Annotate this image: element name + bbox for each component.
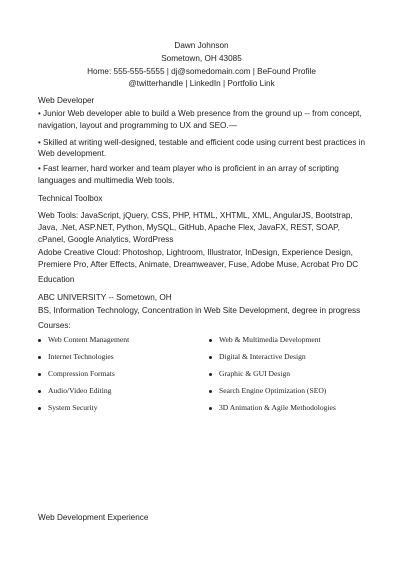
toolbox-line: Premiere Pro, After Effects, Animate, Dreamweaver, Fuse, Adobe Muse, Acrobat Pro DC — [38, 260, 359, 269]
candidate-location: Sometown, OH 43085 — [161, 54, 242, 63]
candidate-name: Dawn Johnson — [174, 41, 229, 50]
bullet-icon: • — [38, 109, 41, 118]
bullet-icon — [38, 373, 41, 376]
school-line: ABC UNIVERSITY -- Sometown, OH — [38, 293, 172, 302]
toolbox-line: Adobe Creative Cloud: Photoshop, Lightroom, Illustrator, InDesign, Experience Design, — [38, 248, 353, 257]
bullet-icon — [209, 373, 212, 376]
bullet-icon — [209, 407, 212, 410]
social-line: @twitterhandle | LinkedIn | Portfolio Link — [128, 79, 275, 88]
bullet-icon: • — [38, 164, 41, 173]
summary-bullet-1-line-2: navigation, layout and programming to UX and SEO.— — [38, 121, 237, 130]
toolbox-title: Technical Toolbox — [38, 194, 103, 203]
summary-bullet-1-line-1: Junior Web developer able to build a Web presence from the ground up -- from concept, — [43, 109, 362, 118]
course-item: Audio/Video Editing — [48, 386, 112, 395]
education-title: Education — [38, 275, 75, 284]
degree-line: BS, Information Technology, Concentration in Web Site Development, degree in progress — [38, 306, 361, 315]
summary-bullet-2-line-2: Web development. — [38, 149, 107, 158]
course-item: System Security — [48, 403, 98, 412]
bullet-icon — [38, 339, 41, 342]
bullet-icon: • — [38, 138, 41, 147]
course-item: Digital & Interactive Design — [219, 352, 306, 361]
courses-label: Courses: — [38, 321, 71, 330]
toolbox-line: Java, .Net, ASP.NET, Python, MySQL, GitHub, Apache Flex, JavaFX, REST, SOAP, — [38, 223, 340, 232]
contact-line: Home: 555-555-5555 | dj@somedomain.com | BeFound Profile — [87, 67, 316, 76]
bullet-icon — [209, 390, 212, 393]
course-item: Web Content Management — [48, 335, 130, 344]
bullet-icon — [38, 407, 41, 410]
course-item: Internet Technologies — [48, 352, 114, 361]
course-item: 3D Animation & Agile Methodologies — [219, 403, 336, 412]
summary-bullet-3-line-2: languages and multimedia Web tools. — [38, 176, 175, 185]
bullet-icon — [38, 356, 41, 359]
bullet-icon — [209, 356, 212, 359]
toolbox-line: cPanel, Google Analytics, WordPress — [38, 235, 174, 244]
course-item: Compression Formats — [48, 369, 115, 378]
bullet-icon — [38, 390, 41, 393]
experience-title: Web Development Experience — [38, 513, 149, 522]
course-item: Search Engine Optimization (SEO) — [219, 386, 327, 395]
course-item: Web & Multimedia Development — [219, 335, 321, 344]
summary-title: Web Developer — [38, 96, 95, 105]
toolbox-line: Web Tools: JavaScript, jQuery, CSS, PHP, HTML, XHTML, XML, AngularJS, Bootstrap, — [38, 211, 353, 220]
summary-bullet-2-line-1: Skilled at writing well-designed, testable and efficient code using current best practices in — [43, 138, 366, 147]
bullet-icon — [209, 339, 212, 342]
summary-bullet-3-line-1: Fast learner, hard worker and team player who is proficient in an array of scripting — [43, 164, 339, 173]
course-item: Graphic & GUI Design — [219, 369, 291, 378]
